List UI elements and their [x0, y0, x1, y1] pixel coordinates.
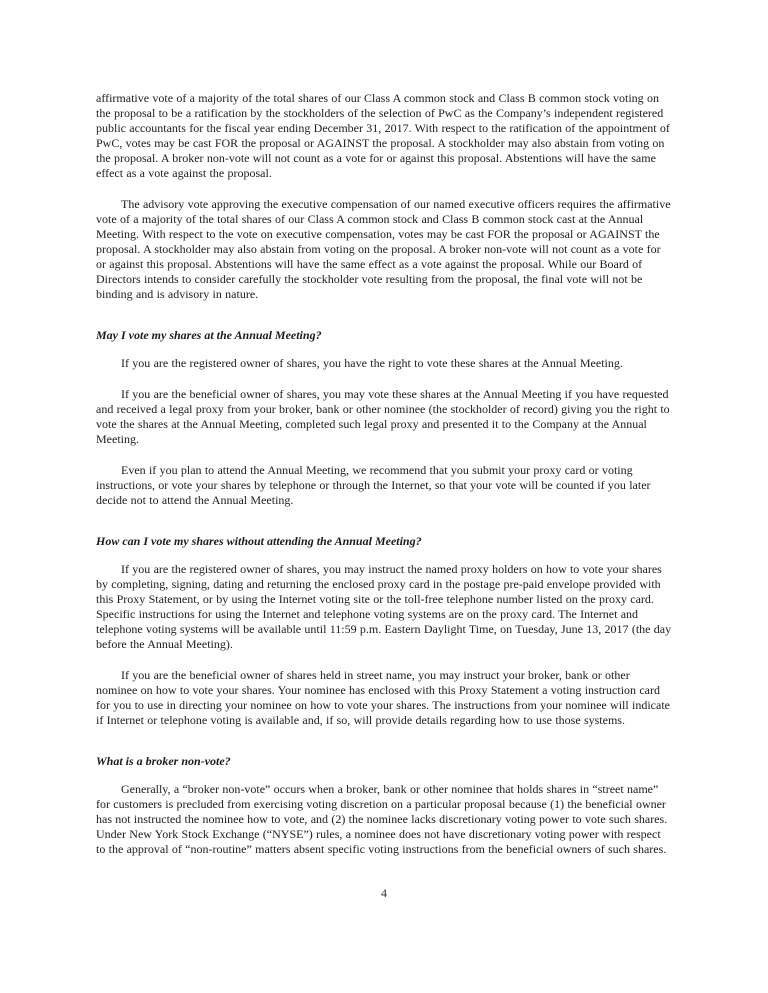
page-number: 4 — [381, 886, 387, 900]
section-heading-vote-without-attending: How can I vote my shares without attending the Annual Meeting? — [96, 534, 422, 548]
section-heading-vote-at-meeting: May I vote my shares at the Annual Meeting? — [96, 328, 322, 342]
section-heading-broker-non-vote: What is a broker non-vote? — [96, 754, 231, 768]
paragraph-registered-owner-right: If you are the registered owner of shares, you have the right to vote these shares at the Annual Meeting. — [121, 356, 623, 370]
paragraph-broker-non-vote-definition: Generally, a “broker non-vote” occurs when a broker, bank or other nominee that holds shares in “street name” for customers is precluded from exercising voting discretion on a particular proposal because (1) the beneficial owner has not instructed the nominee how to vote, and (2) the nominee lacks discretionary voting power to vote such shares. Under New York Stock Exchange (“NYSE”) rules, a nominee does not have discretionary voting power with respect to the approval of “non-routine” matters absent specific voting instructions from the beneficial owners of such shares. — [96, 782, 668, 856]
paragraph-registered-owner-instructions: If you are the registered owner of shares, you may instruct the named proxy holders on how to vote your shares by completing, signing, dating and returning the enclosed proxy card in the postage pre-paid envelope provided with this Proxy Statement, or by using the Internet voting site or the toll-free telephone number listed on the proxy card. Specific instructions for using the Internet and telephone voting systems are on the proxy card. The Internet and telephone voting systems will be available until 11:59 p.m. Eastern Daylight Time, on Tuesday, June 13, 2017 (the day before the Annual Meeting). — [96, 562, 672, 651]
paragraph-beneficial-owner-legal-proxy: If you are the beneficial owner of shares, you may vote these shares at the Annual Meeting if you have requested and received a legal proxy from your broker, bank or other nominee (the stockholder of record) giving you the right to vote the shares at the Annual Meeting, completed such legal proxy and presented it to the Company at the Annual Meeting. — [96, 387, 670, 446]
paragraph-advisory-vote: The advisory vote approving the executive compensation of our named executive officers requires the affirmative vote of a majority of the total shares of our Class A common stock and Class B common stock cast at the Annual Meeting. With respect to the vote on executive compensation, votes may be cast FOR the proposal or AGAINST the proposal. A stockholder may also abstain from voting on the proposal. A broker non-vote will not count as a vote for or against this proposal. Abstentions will have the same effect as a vote against the proposal. While our Board of Directors intends to consider carefully the stockholder vote resulting from the proposal, the final vote will not be binding and is advisory in nature. — [96, 197, 671, 301]
paragraph-recommend-submit-proxy: Even if you plan to attend the Annual Meeting, we recommend that you submit your proxy card or voting instructions, or vote your shares by telephone or through the Internet, so that your vote will be counted if you later decide not to attend the Annual Meeting. — [96, 463, 651, 507]
paragraph-ratification-continuation: affirmative vote of a majority of the total shares of our Class A common stock and Class B common stock voting on the proposal to be a ratification by the stockholders of the selection of PwC as the Company’s independent registered public accountants for the fiscal year ending December 31, 2017. With respect to the ratification of the appointment of PwC, votes may be cast FOR the proposal or AGAINST the proposal. A stockholder may also abstain from voting on the proposal. A broker non-vote will not count as a vote for or against this proposal. Abstentions will have the same effect as a vote against the proposal. — [96, 91, 670, 180]
paragraph-beneficial-owner-street-name: If you are the beneficial owner of shares held in street name, you may instruct your broker, bank or other nominee on how to vote your shares. Your nominee has enclosed with this Proxy Statement a voting instruction card for you to use in directing your nominee on how to vote your shares. The instructions from your nominee will indicate if Internet or telephone voting is available and, if so, will provide details regarding how to use those systems. — [96, 668, 670, 727]
